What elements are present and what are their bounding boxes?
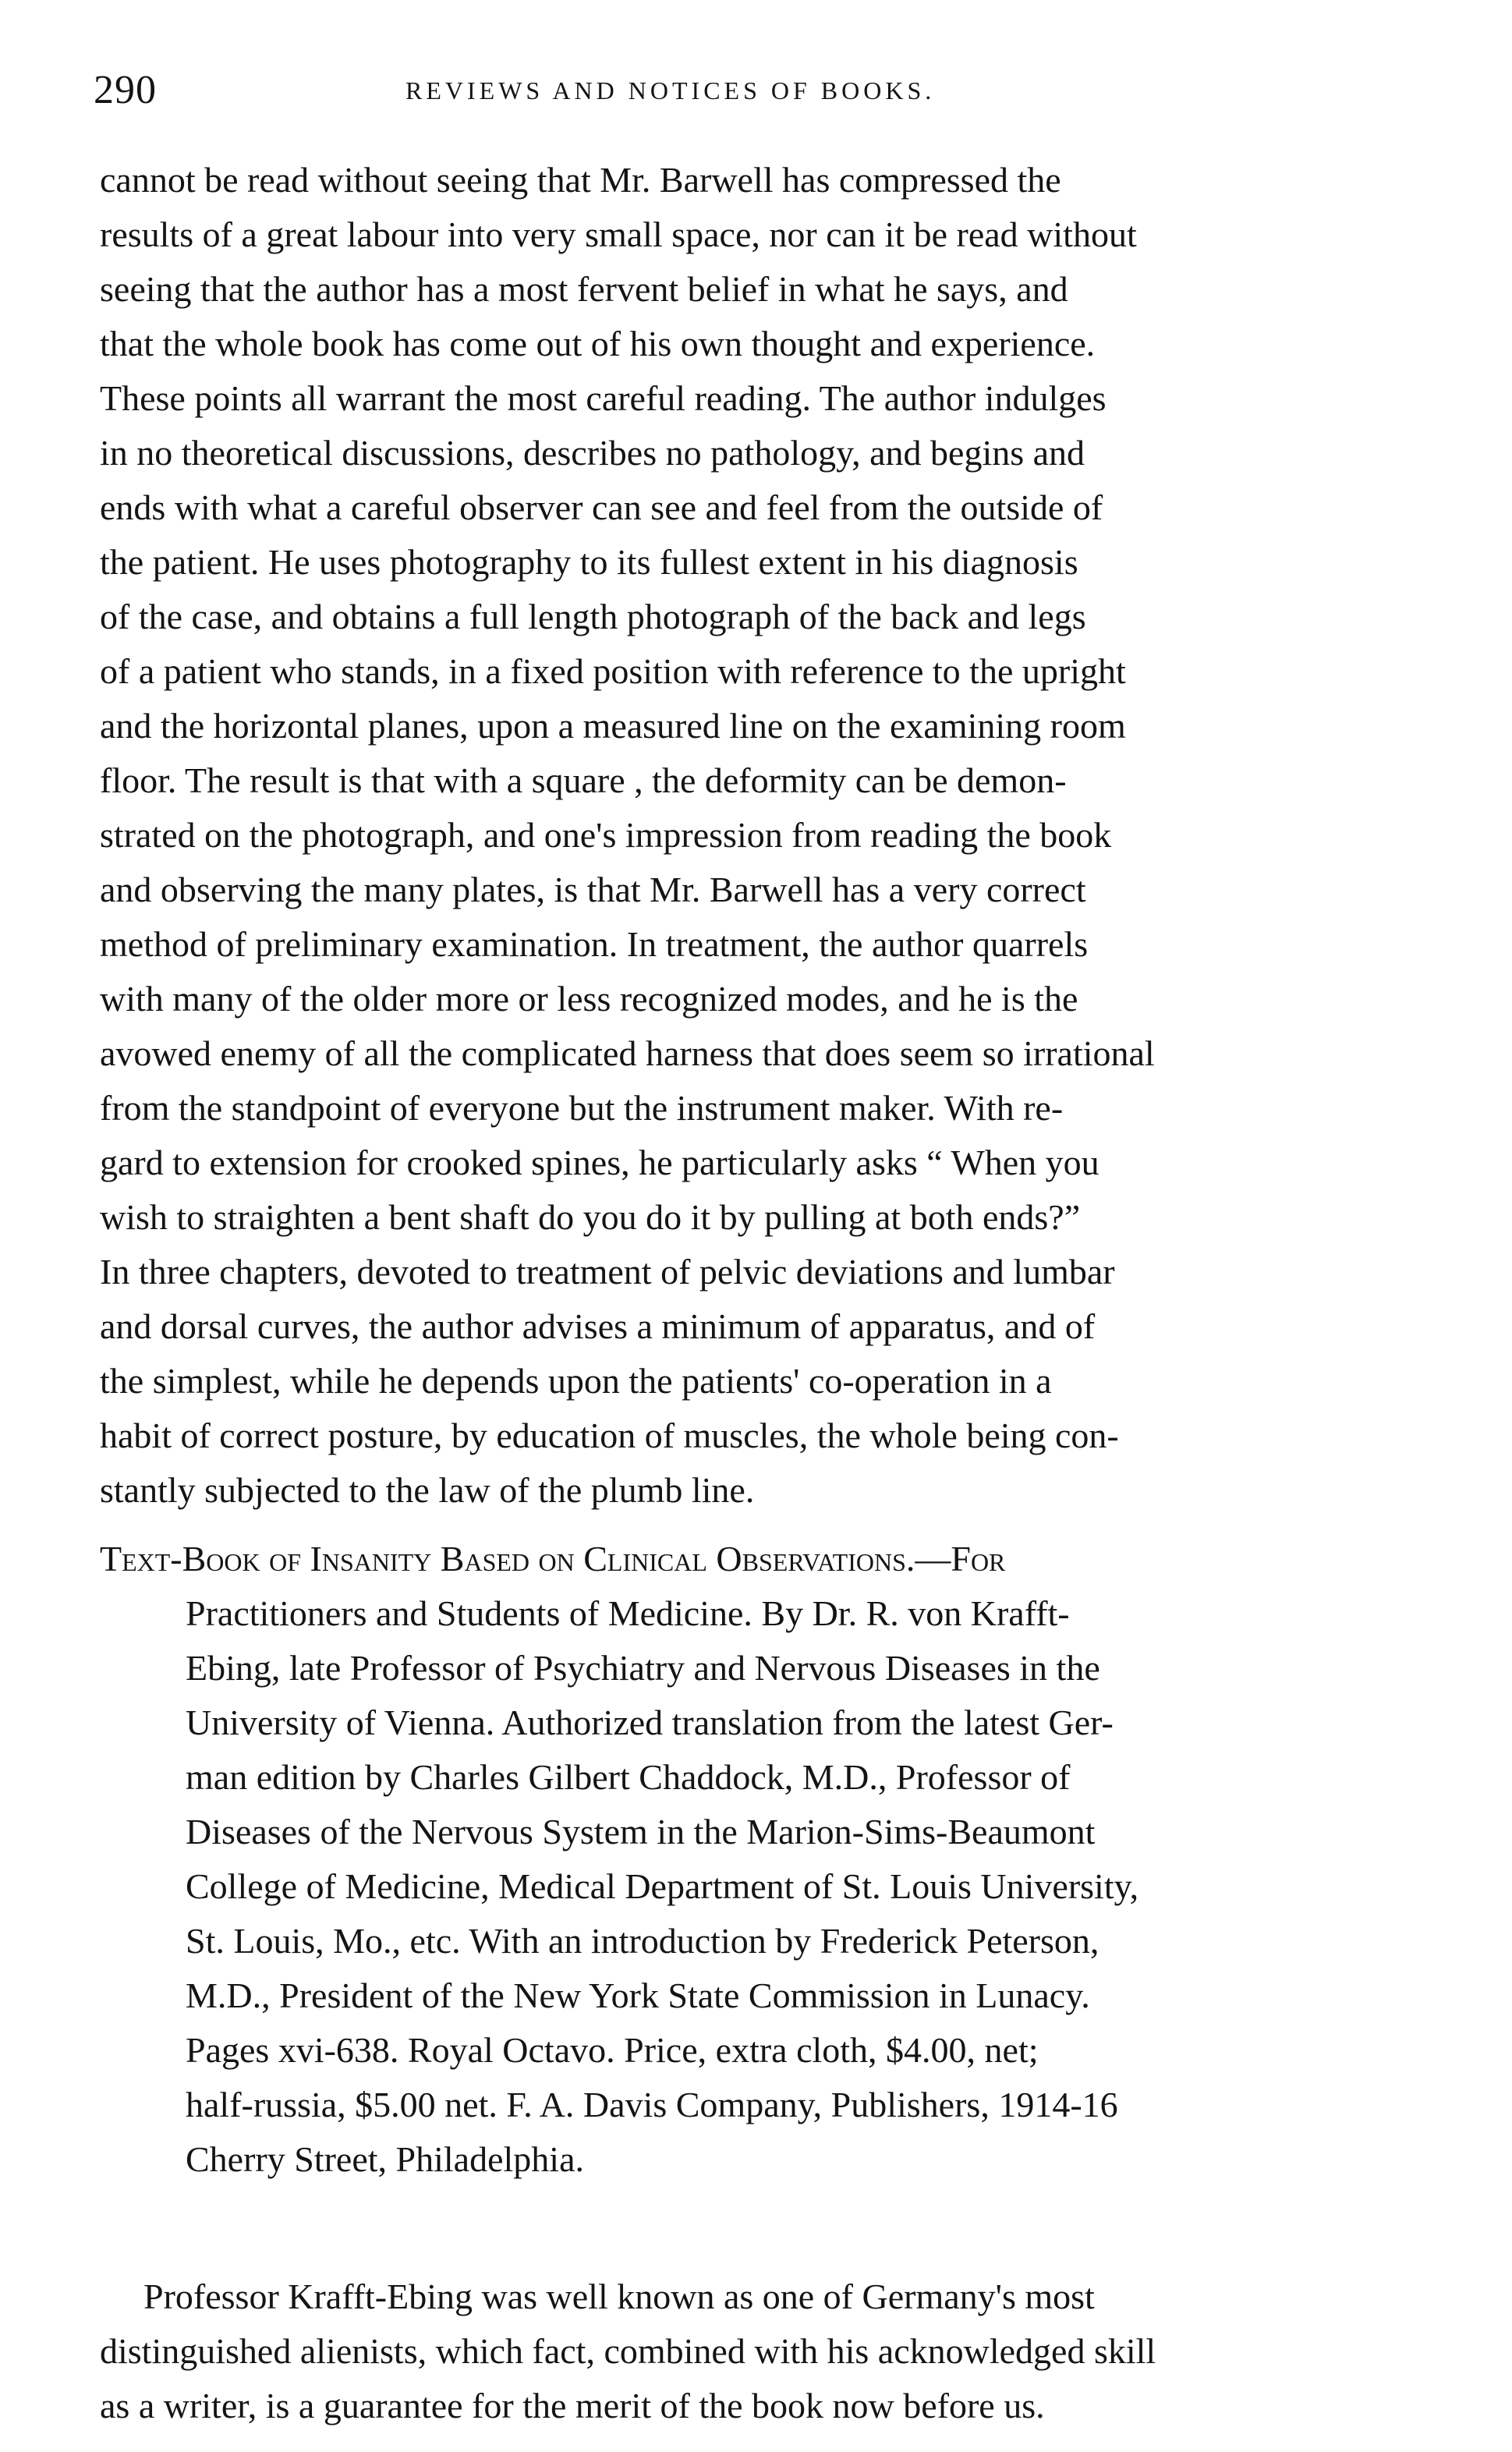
citation-line: Pages xvi-638. Royal Octavo. Price, extra cloth, $4.00, net; bbox=[186, 2030, 1039, 2070]
citation-line: M.D., President of the New York State Commission in Lunacy. bbox=[186, 1975, 1090, 2015]
text-line: method of preliminary examination. In treatment, the author quarrels bbox=[100, 924, 1089, 964]
text-line: cannot be read without seeing that Mr. Barwell has compressed the bbox=[100, 160, 1061, 200]
text-line: of a patient who stands, in a fixed position with reference to the upright bbox=[100, 651, 1126, 691]
citation-line: half-russia, $5.00 net. F. A. Davis Company, Publishers, 1914-16 bbox=[186, 2085, 1118, 2124]
text-line: Professor Krafft-Ebing was well known as one of Germany's most bbox=[143, 2277, 1095, 2316]
text-line: distinguished alienists, which fact, combined with his acknowledged skill bbox=[100, 2331, 1156, 2371]
text-line: wish to straighten a bent shaft do you do it by pulling at both ends?” bbox=[100, 1197, 1081, 1237]
text-line: In three chapters, devoted to treatment of pelvic deviations and lumbar bbox=[100, 1252, 1115, 1292]
citation-line: Cherry Street, Philadelphia. bbox=[186, 2139, 584, 2179]
text-line: These points all warrant the most careful reading. The author indulges bbox=[100, 378, 1107, 418]
text-line: stantly subjected to the law of the plumb line. bbox=[100, 1470, 755, 1510]
citation-line: University of Vienna. Authorized translation from the latest Ger- bbox=[186, 1703, 1114, 1742]
citation-line: man edition by Charles Gilbert Chaddock, M.D., Professor of bbox=[186, 1757, 1071, 1797]
text-line: avowed enemy of all the complicated harness that does seem so irrational bbox=[100, 1033, 1155, 1073]
book-citation-entry bbox=[100, 1532, 1425, 2187]
text-line: in no theoretical discussions, describes no pathology, and begins and bbox=[100, 433, 1085, 473]
text-line: the simplest, while he depends upon the patients' co-operation in a bbox=[100, 1361, 1052, 1401]
text-line: with many of the older more or less recognized modes, and he is the bbox=[100, 979, 1078, 1019]
text-line: the patient. He uses photography to its fullest extent in his diagnosis bbox=[100, 542, 1078, 582]
citation-line: Practitioners and Students of Medicine. By Dr. R. von Krafft- bbox=[186, 1593, 1070, 1633]
citation-line: Diseases of the Nervous System in the Marion-Sims-Beaumont bbox=[186, 1812, 1096, 1851]
citation-line: St. Louis, Mo., etc. With an introduction by Frederick Peterson, bbox=[186, 1921, 1099, 1961]
text-line: ends with what a careful observer can see and feel from the outside of bbox=[100, 487, 1103, 527]
text-line: as a writer, is a guarantee for the merit of the book now before us. bbox=[100, 2386, 1045, 2425]
text-line: floor. The result is that with a square , the deformity can be demon- bbox=[100, 760, 1067, 800]
running-head: REVIEWS AND NOTICES OF BOOKS. bbox=[405, 76, 936, 105]
text-line: that the whole book has come out of his own thought and experience. bbox=[100, 324, 1096, 363]
review-continuation-paragraph bbox=[100, 153, 1425, 1518]
text-line: gard to extension for crooked spines, he particularly asks “ When you bbox=[100, 1143, 1099, 1182]
text-line: strated on the photograph, and one's impression from reading the book bbox=[100, 815, 1112, 855]
citation-line: Ebing, late Professor of Psychiatry and Nervous Diseases in the bbox=[186, 1648, 1100, 1688]
page-header bbox=[94, 67, 1427, 122]
text-line: and dorsal curves, the author advises a minimum of apparatus, and of bbox=[100, 1306, 1096, 1346]
text-line: and the horizontal planes, upon a measured line on the examining room bbox=[100, 706, 1126, 746]
review-start-paragraph bbox=[100, 2270, 1425, 2433]
book-title-line: Text-Book of Insanity Based on Clinical Observations.—For bbox=[100, 1539, 1006, 1579]
text-line: seeing that the author has a most fervent belief in what he says, and bbox=[100, 269, 1068, 309]
text-line: from the standpoint of everyone but the instrument maker. With re- bbox=[100, 1088, 1064, 1128]
text-line: habit of correct posture, by education of muscles, the whole being con- bbox=[100, 1416, 1119, 1455]
citation-line: College of Medicine, Medical Department of St. Louis University, bbox=[186, 1866, 1139, 1906]
text-line: of the case, and obtains a full length photograph of the back and legs bbox=[100, 597, 1086, 636]
text-line: results of a great labour into very small space, nor can it be read without bbox=[100, 214, 1137, 254]
page-number: 290 bbox=[94, 68, 157, 112]
text-line: and observing the many plates, is that Mr. Barwell has a very correct bbox=[100, 870, 1086, 909]
